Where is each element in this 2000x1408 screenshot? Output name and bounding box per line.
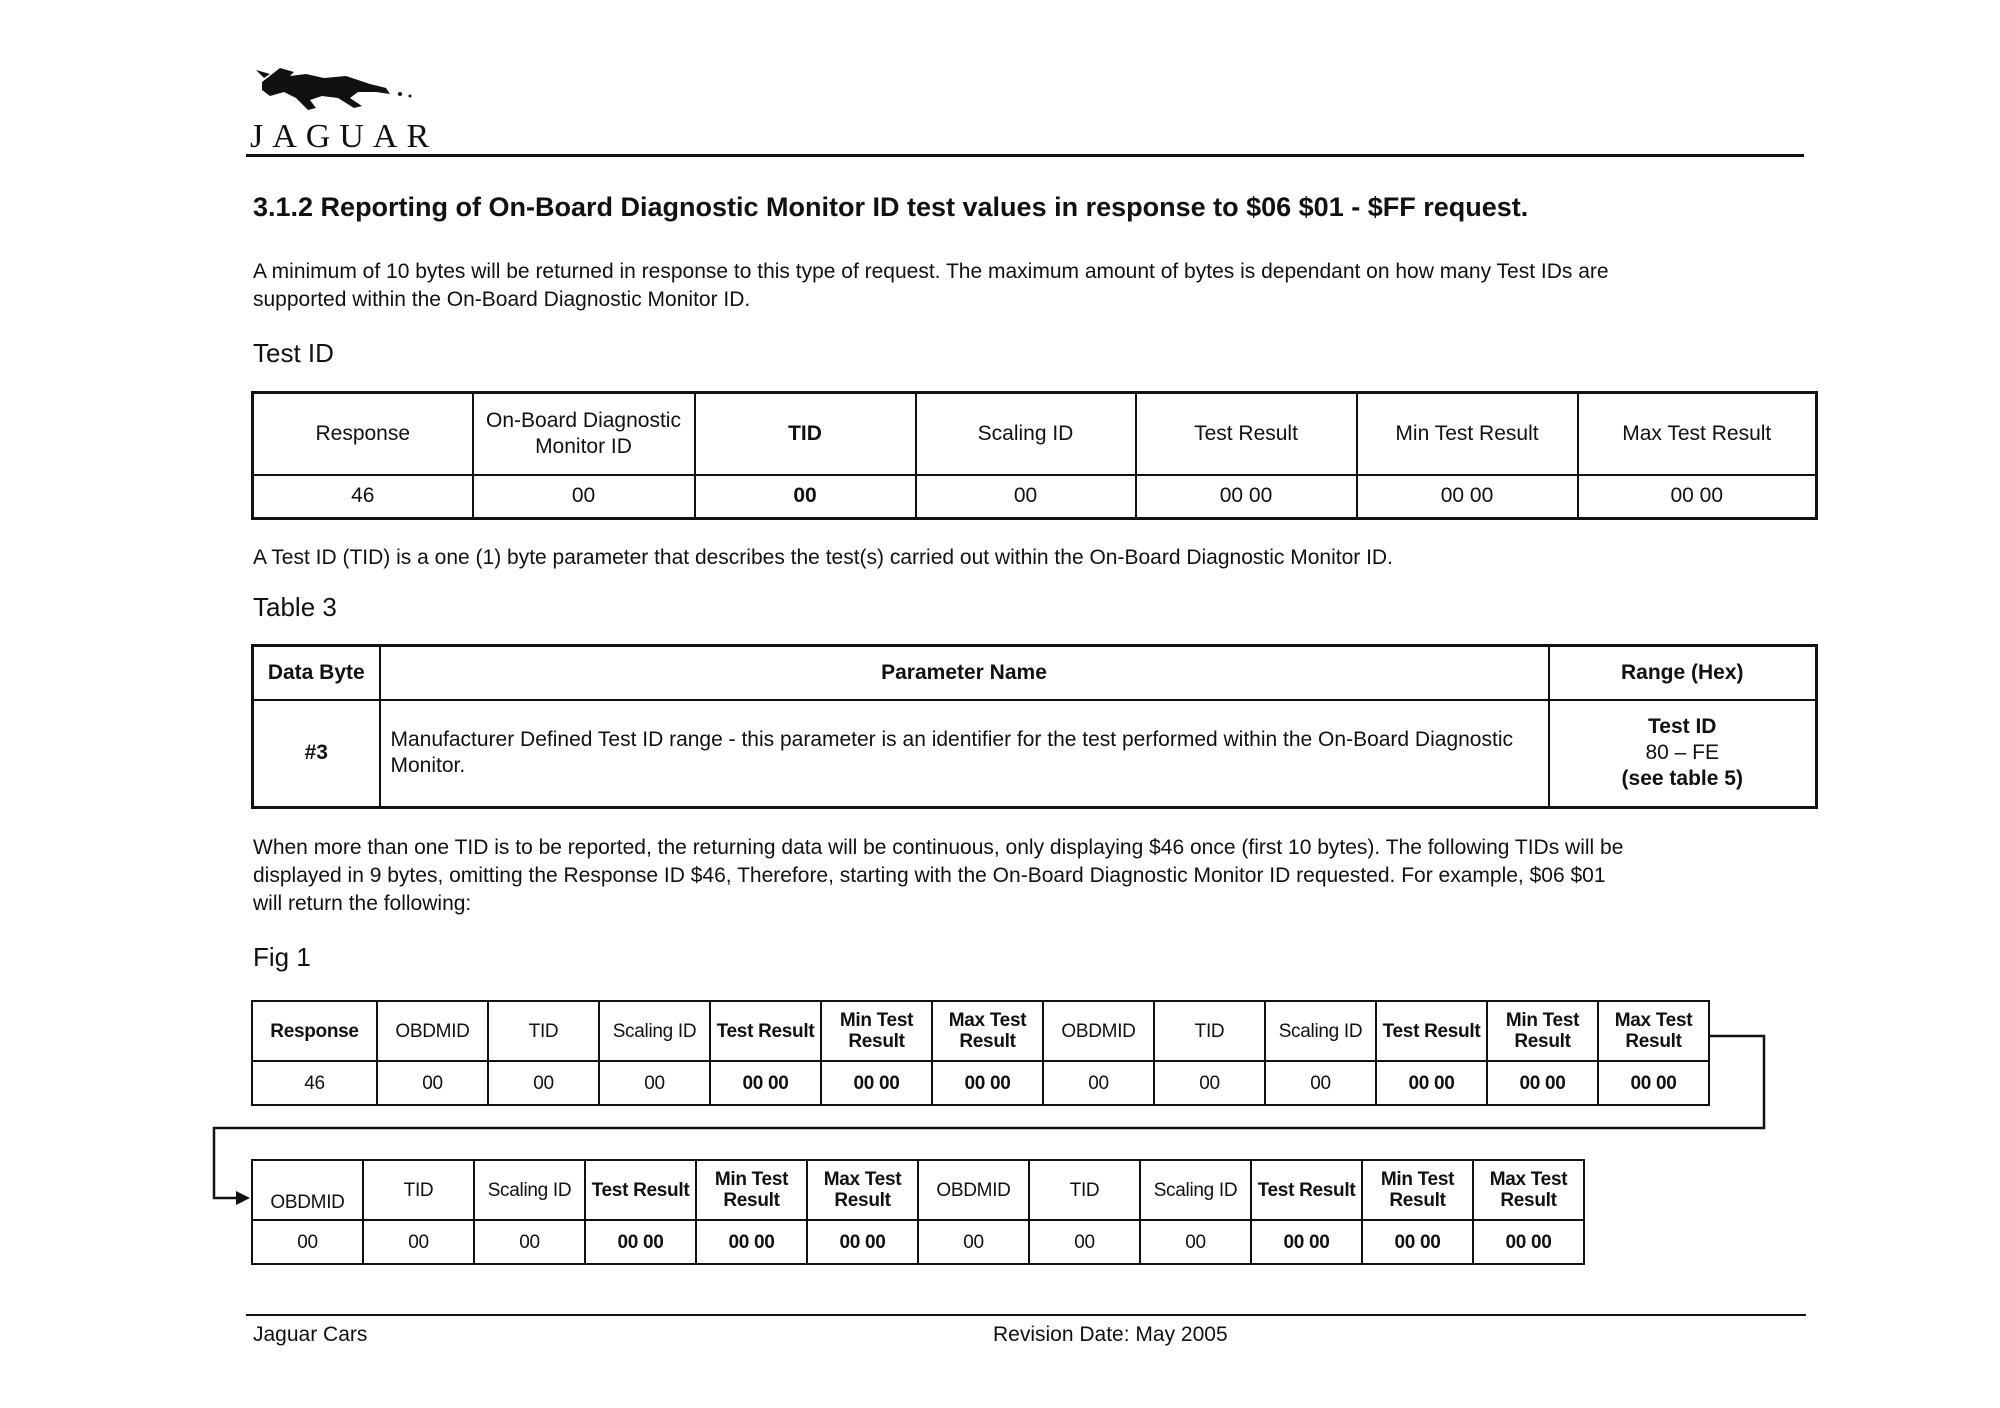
value-cell: 00 00 [585,1220,696,1264]
value-cell: 00 [1154,1061,1265,1105]
continuation-line: When more than one TID is to be reported, the returning data will be continuous, only displaying $46 once (first 10 bytes). The following TIDs will be [253,836,1624,859]
value-cell: 00 00 [1376,1061,1487,1105]
parameter-name-cell: Manufacturer Defined Test ID range - this parameter is an identifier for the test performed within the On-Board Diagnostic Monitor. [380,700,1549,808]
value-cell: 00 [916,475,1136,519]
header-cell: Range (Hex) [1549,646,1817,700]
header-cell: Scaling ID [1140,1160,1251,1220]
arrow-right-icon [236,1191,250,1205]
value-cell: 00 [363,1220,474,1264]
header-cell: Scaling ID [1265,1001,1376,1061]
value-cell: 00 [1140,1220,1251,1264]
header-cell: TID [488,1001,599,1061]
value-cell: 00 00 [1357,475,1578,519]
header-cell: OBDMID [252,1160,363,1220]
header-cell: Response [253,393,473,475]
header-cell: Min Test Result [1487,1001,1598,1061]
header-cell: TID [695,393,916,475]
intro-line: supported within the On-Board Diagnostic Monitor ID. [253,288,751,311]
fig1-title: Fig 1 [253,942,311,972]
value-cell: 00 [252,1220,363,1264]
value-cell: 00 00 [807,1220,918,1264]
header-cell: OBDMID [377,1001,488,1061]
value-cell: 46 [252,1061,377,1105]
header-cell: Max Test Result [1598,1001,1709,1061]
value-cell: 00 [599,1061,710,1105]
range-note: (see table 5) [1621,767,1743,791]
header-cell: Scaling ID [916,393,1136,475]
header-cell: Test Result [1376,1001,1487,1061]
footer-rule [246,1314,1806,1316]
footer-revision-date: Revision Date: May 2005 [993,1323,1228,1346]
header-cell: Test Result [710,1001,821,1061]
header-cell: Data Byte [253,646,380,700]
value-cell: 00 [474,1220,585,1264]
header-cell: Max Test Result [1578,393,1817,475]
intro-line: A minimum of 10 bytes will be returned in response to this type of request. The maximum amount of bytes is dependant on how many Test IDs are [253,260,1609,283]
value-cell: 00 [473,475,695,519]
header-cell: Response [252,1001,377,1061]
header-cell: Min Test Result [821,1001,932,1061]
header-cell: TID [1154,1001,1265,1061]
header-cell: Parameter Name [380,646,1549,700]
value-cell: 00 00 [1251,1220,1362,1264]
value-cell: 00 00 [932,1061,1043,1105]
value-cell: 00 00 [1598,1061,1709,1105]
value-cell: 00 00 [1136,475,1357,519]
value-cell: 00 [918,1220,1029,1264]
range-label: Test ID [1648,715,1717,739]
value-cell: 00 [1029,1220,1140,1264]
value-cell: 00 [695,475,916,519]
value-cell: 00 00 [821,1061,932,1105]
header-cell: Min Test Result [1362,1160,1473,1220]
header-cell: Min Test Result [696,1160,807,1220]
value-cell: 00 00 [1578,475,1817,519]
fig-header-row [252,1160,1584,1220]
value-cell: 00 00 [710,1061,821,1105]
header-cell: Min Test Result [1357,393,1578,475]
test-id-title: Test ID [253,338,334,368]
header-cell: Max Test Result [1473,1160,1584,1220]
value-cell: 00 00 [1362,1220,1473,1264]
table3-title: Table 3 [253,592,337,622]
value-cell: 00 00 [1487,1061,1598,1105]
header-cell: Max Test Result [932,1001,1043,1061]
header-cell: Test Result [1136,393,1357,475]
tid-description: A Test ID (TID) is a one (1) byte parameter that describes the test(s) carried out within the On-Board Diagnostic Monitor ID. [253,546,1393,569]
header-cell: Test Result [585,1160,696,1220]
fig1-row2-table [251,1159,1585,1265]
header-cell: Scaling ID [599,1001,710,1061]
header-cell: Max Test Result [807,1160,918,1220]
value-cell: 00 [1043,1061,1154,1105]
header-cell: TID [363,1160,474,1220]
value-cell: 00 00 [1473,1220,1584,1264]
header-cell: On-Board Diagnostic Monitor ID [473,393,695,475]
range-value: 80 – FE [1645,741,1720,765]
fig-value-row [252,1220,1584,1264]
logo-wordmark: JAGUAR [250,118,439,155]
data-byte-cell: #3 [253,700,380,808]
section-heading: 3.1.2 Reporting of On-Board Diagnostic Monitor ID test values in response to $06 $01 - $FF request. [253,192,1529,222]
continuation-line: displayed in 9 bytes, omitting the Response ID $46, Therefore, starting with the On-Board Diagnostic Monitor ID requested. For example, $06 $01 [253,864,1606,887]
header-cell: Test Result [1251,1160,1362,1220]
value-cell: 00 [377,1061,488,1105]
header-cell: OBDMID [1043,1001,1154,1061]
value-cell: 00 00 [696,1220,807,1264]
footer-company: Jaguar Cars [253,1323,368,1346]
header-cell: TID [1029,1160,1140,1220]
value-cell: 00 [488,1061,599,1105]
value-cell: 00 [1265,1061,1376,1105]
header-cell: Scaling ID [474,1160,585,1220]
continuation-line: will return the following: [253,892,472,915]
header-cell: OBDMID [918,1160,1029,1220]
value-cell: 46 [253,475,473,519]
